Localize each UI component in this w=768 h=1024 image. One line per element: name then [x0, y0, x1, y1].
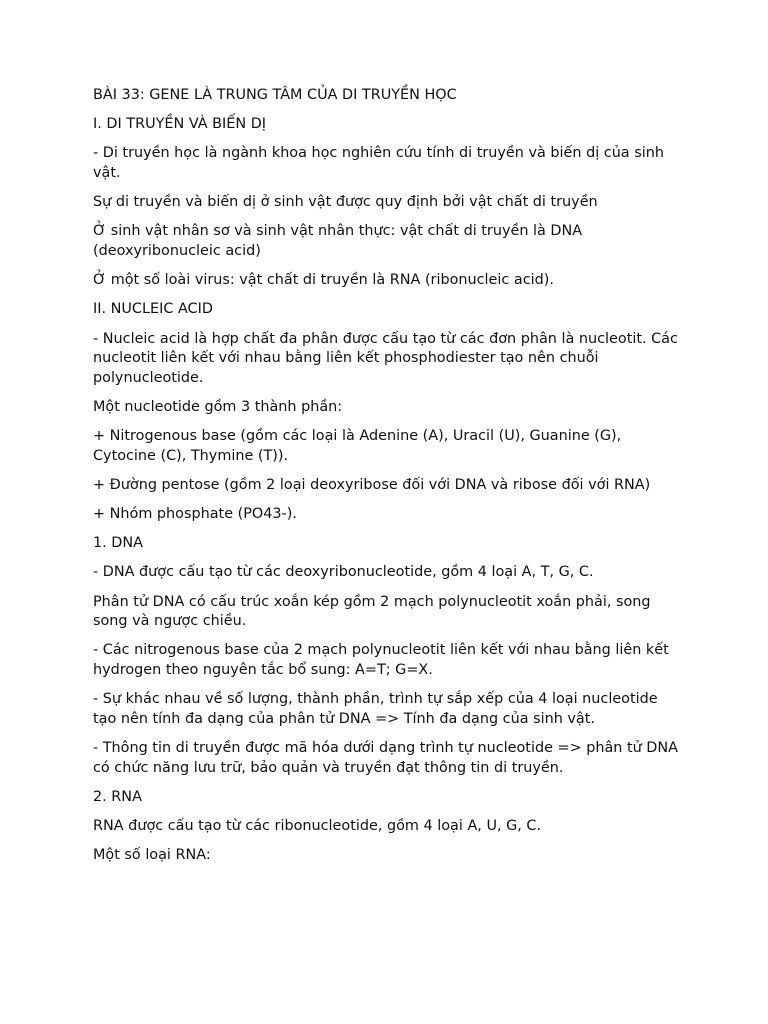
paragraph: - Các nitrogenous base của 2 mạch polynucleotit liên kết với nhau bằng liên kết hydrogen theo nguyên tắc bổ sung: A=T; G=X. [93, 642, 669, 678]
paragraph: RNA được cấu tạo từ các ribonucleotide, gồm 4 loại A, U, G, C. [93, 817, 542, 834]
subsection-heading-dna: 1. DNA [93, 535, 143, 552]
paragraph: Sự di truyền và biến dị ở sinh vật được quy định bởi vật chất di truyền [93, 194, 598, 211]
paragraph: - Di truyền học là ngành khoa học nghiên cứu tính di truyền và biến dị của sinh vật. [93, 145, 664, 181]
paragraph: Một số loại RNA: [93, 847, 211, 864]
paragraph: Phân tử DNA có cấu trúc xoắn kép gồm 2 mạch polynucleotit xoắn phải, song song và ngược chiều. [93, 593, 651, 630]
document-page [93, 86, 683, 875]
paragraph: Ở một số loài virus: vật chất di truyền là RNA (ribonucleic acid). [93, 272, 554, 289]
list-item: + Nitrogenous base (gồm các loại là Adenine (A), Uracil (U), Guanine (G), Cytocine (C), Thymine (T)). [93, 428, 622, 464]
paragraph: - Nucleic acid là hợp chất đa phân được cấu tạo từ các đơn phân là nucleotit. Các nucleotit liên kết với nhau bằng liên kết phosphodiester tạo nên chuỗi polynucleotide. [93, 330, 678, 386]
list-item: + Nhóm phosphate (PO43-). [93, 506, 297, 523]
paragraph: - Sự khác nhau về số lượng, thành phần, trình tự sắp xếp của 4 loại nucleotide tạo nên tính đa dạng của phân tử DNA => Tính đa dạng của sinh vật. [93, 691, 658, 727]
paragraph: Ở sinh vật nhân sơ và sinh vật nhân thực: vật chất di truyền là DNA (deoxyribonucleic acid) [93, 223, 583, 259]
paragraph: Một nucleotide gồm 3 thành phần: [93, 398, 343, 415]
section-heading-1: I. DI TRUYỀN VÀ BIẾN DỊ [93, 116, 267, 133]
subsection-heading-rna: 2. RNA [93, 788, 142, 805]
paragraph: - Thông tin di truyền được mã hóa dưới dạng trình tự nucleotide => phân tử DNA có chức năng lưu trữ, bảo quản và truyền đạt thông tin di truyền. [93, 739, 678, 776]
lesson-title: BÀI 33: GENE LÀ TRUNG TÂM CỦA DI TRUYỀN HỌC [93, 87, 457, 103]
section-heading-2: II. NUCLEIC ACID [93, 301, 213, 318]
list-item: + Đường pentose (gồm 2 loại deoxyribose đối với DNA và ribose đối với RNA) [93, 476, 651, 493]
paragraph: - DNA được cấu tạo từ các deoxyribonucleotide, gồm 4 loại A, T, G, C. [93, 564, 594, 581]
